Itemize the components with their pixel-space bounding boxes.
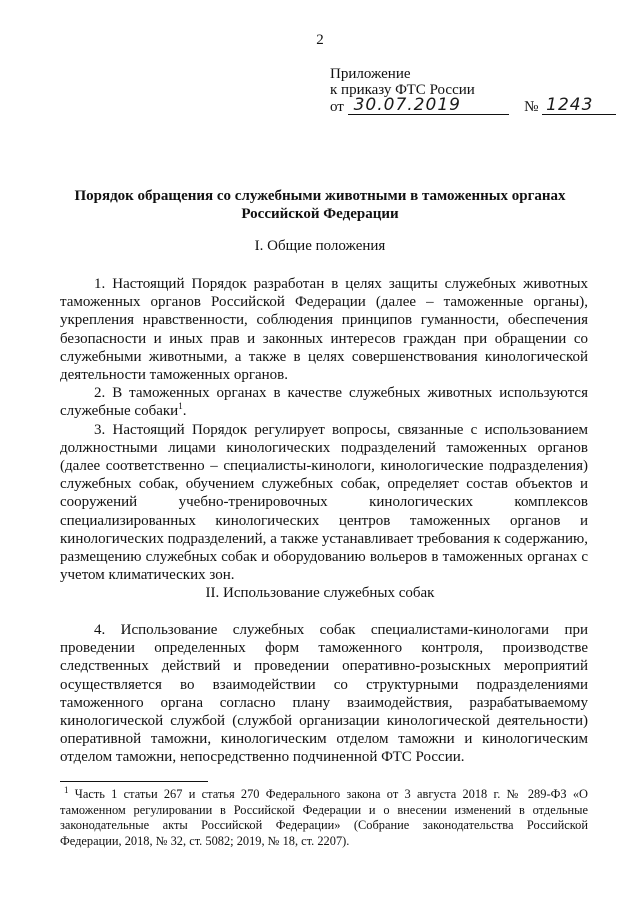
document-title-line-2: Российской Федерации [241,206,399,222]
footnote-text: Часть 1 статьи 267 и статья 270 Федерального закона от 3 августа 2018 г. № 289-ФЗ «О таможенном регулировании в Российской Федерации и о внесении изменений в отдельные законодательные акты Российской Федерации» (Собрание законодательства Российской Федерации, 2018, № 32, ст. 5082; 2019, № 18, ст. 2207). [60,787,588,848]
footnote-mark: 1 [64,784,69,795]
page-number: 2 [316,32,324,48]
section-2-heading: II. Использование служебных собак [205,585,435,601]
document-title-line-1: Порядок обращения со служебными животными в таможенных органах [74,188,566,204]
paragraph-2 [60,384,588,420]
paragraph-3: 3. Настоящий Порядок регулирует вопросы, связанные с использованием должностными лицами кинологических подразделений таможенных органов (далее соответственно – специалисты-кинологи, кинологические подразделения) служебных собак, обучением служебных собак, определяет состав объектов и сооружений учебно-тренировочных кинологических комплексов специализированных кинологических центров таможенных органов и кинологических подразделений, а также устанавливает требования к содержанию, размещению служебных собак и оборудованию вольеров в таможенных органах с учетом климатических зон. [60,421,588,584]
number-prefix: № [524,99,539,115]
section-1-body [60,275,588,584]
appendix-block [330,66,610,115]
paragraph-1: 1. Настоящий Порядок разработан в целях защиты служебных животных таможенных органов Российской Федерации (далее – таможенные органы), укрепления нравственности, соблюдения принципов гуманности, обеспечения безопасности и иных прав и законных интересов граждан при обращении со служебными животными, а также в целях совершенствования кинологической деятельности таможенных органов. [60,276,588,384]
handwritten-date: 30.07.2019 [353,95,461,115]
paragraph-2-end: . [182,403,187,420]
footnote-reference: 1 [178,401,183,412]
appendix-order-ref: к приказу ФТС России [330,82,475,98]
date-prefix: от [330,99,344,115]
appendix-label: Приложение [330,66,411,82]
handwritten-number: 1243 [546,95,594,115]
paragraph-2-text: 2. В таможенных органах в качестве служебных животных используются служебные собаки [60,385,588,420]
footnote-separator [60,781,208,782]
paragraph-4: 4. Использование служебных собак специалистами-кинологами при проведении определенных форм таможенного контроля, производстве следственных действий и проведении оперативно-розыскных мероприятий осуществляется во взаимодействии со структурными подразделениями таможенного органа согласно плану взаимодействия, разрабатываемому кинологической службой (службой организации кинологической деятельности) оперативной таможни, кинологическим отделом таможни и кинологическим отделом таможни, непосредственно подчиненной ФТС России. [60,622,588,766]
document-title [40,187,600,223]
appendix-date-number-row [330,95,610,115]
footnote [60,784,588,849]
section-2-body [60,621,588,767]
section-1-heading: I. Общие положения [254,238,386,254]
